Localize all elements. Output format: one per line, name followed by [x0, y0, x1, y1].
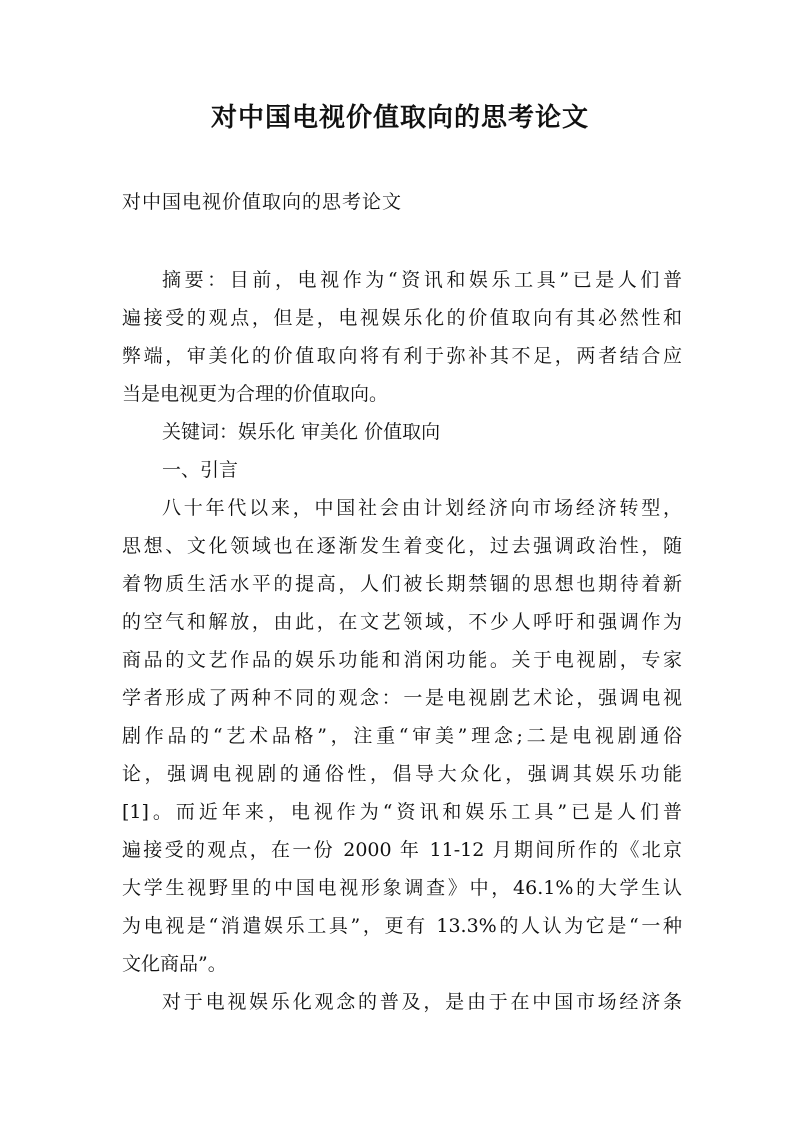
body-line: 遍接受的观点，在一份 2000 年 11-12 月期间所作的《北京 [122, 839, 682, 861]
abstract-line: 弊端，审美化的价值取向将有利于弥补其不足，两者结合应 [122, 345, 682, 367]
body-line: [1]。而近年来，电视作为“资讯和娱乐工具”已是人们普 [122, 801, 682, 823]
body-line: 学者形成了两种不同的观念：一是电视剧艺术论，强调电视 [122, 687, 682, 709]
body-line: 论，强调电视剧的通俗性，倡导大众化，强调其娱乐功能 [122, 763, 682, 785]
body-line: 的空气和解放，由此，在文艺领域，不少人呼吁和强调作为 [122, 611, 682, 633]
document-subtitle: 对中国电视价值取向的思考论文 [122, 191, 403, 213]
section-heading: 一、引言 [162, 459, 239, 481]
abstract-line: 摘要：目前，电视作为“资讯和娱乐工具”已是人们普 [162, 269, 682, 291]
document-title: 对中国电视价值取向的思考论文 [210, 103, 589, 133]
body-line: 思想、文化领域也在逐渐发生着变化，过去强调政治性，随 [122, 535, 682, 557]
body-line: 八十年代以来，中国社会由计划经济向市场经济转型， [162, 497, 682, 519]
body-line: 剧作品的“艺术品格”，注重“审美”理念;二是电视剧通俗 [122, 725, 682, 747]
keywords-line: 关键词：娱乐化 审美化 价值取向 [162, 421, 441, 443]
body-line: 商品的文艺作品的娱乐功能和消闲功能。关于电视剧，专家 [122, 649, 682, 671]
body-line: 大学生视野里的中国电视形象调查》中，46.1%的大学生认 [122, 877, 682, 899]
body-line: 着物质生活水平的提高，人们被长期禁锢的思想也期待着新 [122, 573, 682, 595]
body-line: 为电视是“消遣娱乐工具”，更有 13.3%的人认为它是“一种 [122, 915, 682, 937]
abstract-line: 遍接受的观点，但是，电视娱乐化的价值取向有其必然性和 [122, 307, 682, 329]
body-line: 文化商品”。 [122, 953, 227, 975]
abstract-line: 当是电视更为合理的价值取向。 [122, 383, 389, 405]
body-line: 对于电视娱乐化观念的普及，是由于在中国市场经济条 [162, 991, 682, 1013]
